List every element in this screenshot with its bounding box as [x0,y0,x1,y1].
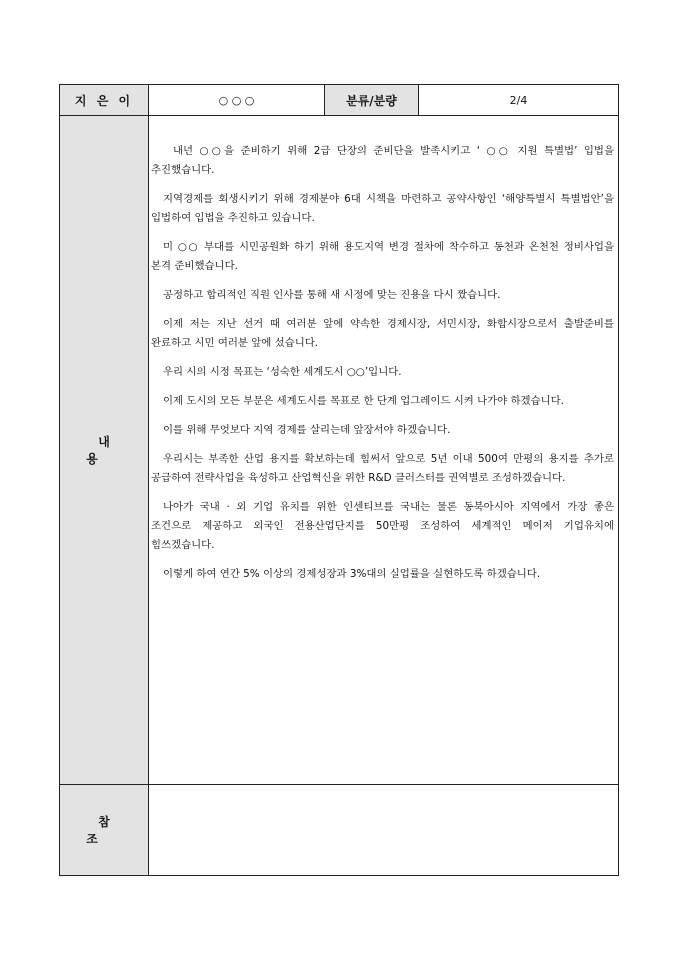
content-paragraph: 이제 저는 지난 선거 때 여러분 앞에 약속한 경제시장, 서민시장, 화합시장으로서 출발준비를 완료하고 시민 여러분 앞에 섰습니다. [151,318,614,349]
reference-body [149,785,619,876]
content-paragraph: 이제 도시의 모든 부문은 세계도시를 목표로 한 단계 업그레이드 시켜 나가야 하겠습니다. [163,395,564,407]
content-paragraph: 나아가 국내 · 외 기업 유치를 위한 인센티브를 국내는 물론 동북아시아 지역에서 가장 좋은 조건으로 제공하고 외국인 전용산업단지를 50만평 조성하여 세계적인 메이저 기업유치에 힘쓰겠습니다. [151,501,614,551]
content-paragraph: 이렇게 하여 연간 5% 이상의 경제성장과 3%대의 실업률을 실현하도록 하겠습니다. [163,568,541,580]
category-label: 분류/분량 [325,85,419,116]
content-row [60,116,619,785]
content-label: 내 용 [60,116,149,785]
reference-row [60,785,619,876]
author-value: ○ ○ ○ [149,85,325,116]
document-form [59,84,619,876]
content-paragraph: 우리 시의 시정 목표는 ‘성숙한 세계도시 ○○’입니다. [163,366,402,378]
content-paragraph: 지역경제를 회생시키기 위해 경제분야 6대 시책을 마련하고 공약사항인 ‘해양특별시 특별법안’을 입법하여 입법을 추진하고 있습니다. [151,193,614,224]
content-paragraph: 우리시는 부족한 산업 용지를 확보하는데 힘써서 앞으로 5년 이내 500여 만평의 용지를 추가로 공급하여 전략사업을 육성하고 산업혁신을 위한 R&D 클러스터를 권역별로 조성하겠습니다. [151,453,614,484]
content-paragraph: 이를 위해 무엇보다 지역 경제를 살리는데 앞장서야 하겠습니다. [163,424,451,436]
paragraph-list [151,142,614,584]
content-body [149,116,619,785]
reference-label: 참 조 [60,785,149,876]
category-value: 2/4 [419,85,619,116]
content-paragraph: 공정하고 합리적인 직원 인사를 통해 새 시정에 맞는 진용을 다시 짰습니다. [163,289,501,301]
content-paragraph: 내년 ○○을 준비하기 위해 2급 단장의 준비단을 발족시키고 ‘ ○○ 지원 특별법’ 입법을 추진했습니다. [151,145,614,176]
content-paragraph: 미 ○○ 부대를 시민공원화 하기 위해 용도지역 변경 절차에 착수하고 동천과 온천천 정비사업을 본격 준비했습니다. [151,241,614,272]
header-row [60,85,619,116]
author-label: 지 은 이 [60,85,149,116]
